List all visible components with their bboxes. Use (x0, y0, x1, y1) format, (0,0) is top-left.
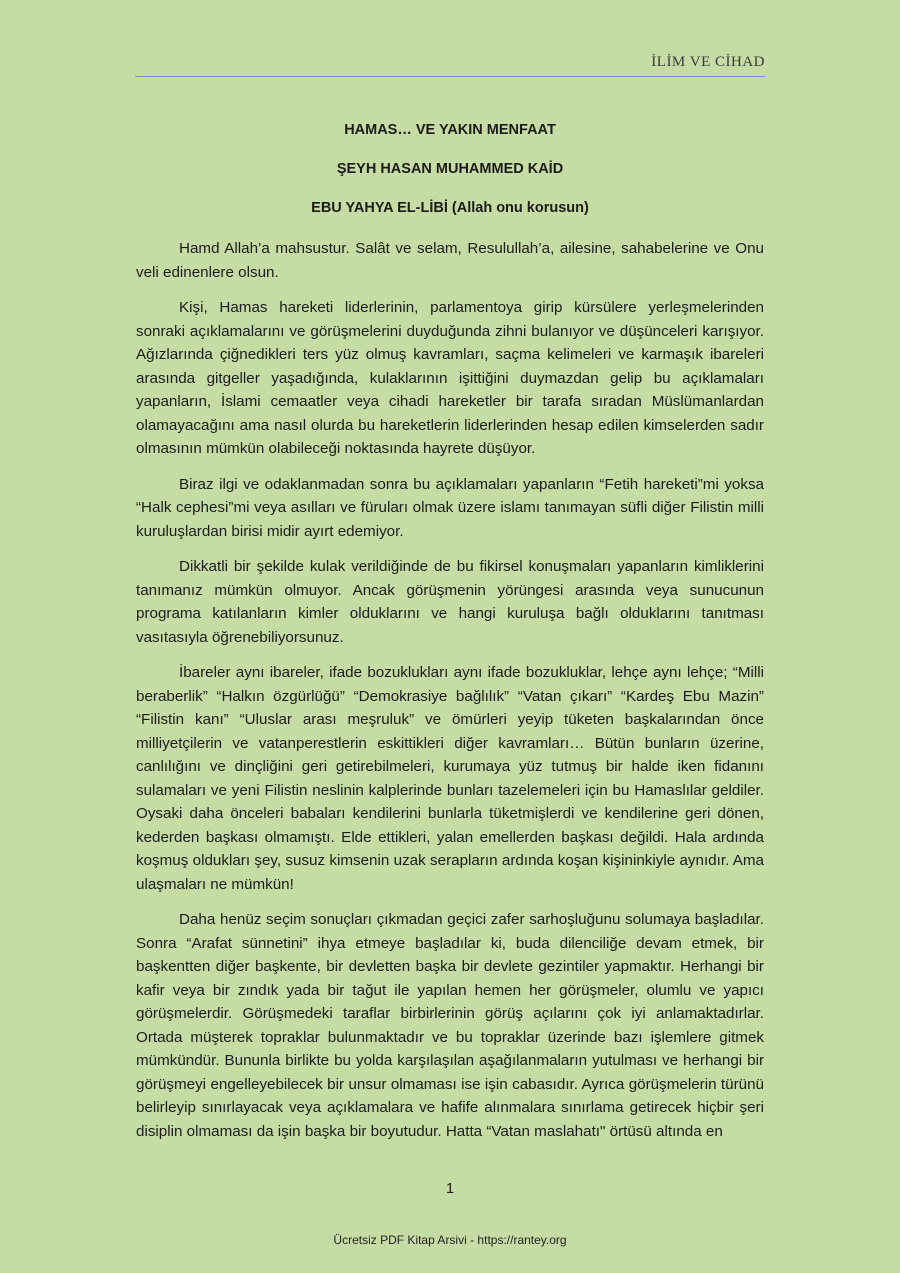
author-name: ŞEYH HASAN MUHAMMED KAİD (336, 161, 564, 177)
paragraph: İbareler aynı ibareler, ifade bozuklukları aynı ifade bozukluklar, lehçe aynı lehçe; “Milli beraberlik” “Halkın özgürlüğü” “Demokrasiye bağlılık” “Vatan çıkarı” “Kardeş Ebu Mazin” “Filistin kanı” “Uluslar arası meşruluk” ve ömürleri yeyip tüketen başkalarından önce milliyetçilerin ve vatanperestlerin eskittikleri diğer kavramları… Bütün bunların üzerine, canlılığını ve dinçliğini geri getirebilmeleri, kurumaya yüz tutmuş bir halde iken fidanını sulamaları ve yeni Filistin neslinin kalplerinde bunları tazelemeleri için bu Hamaslılar geldiler. Oysaki daha önceleri babaları kendilerini bunlarla tüketmişlerdi ve kendilerine geri dönen, kederden başkası olmamıştı. Elde ettikleri, yalan emellerden başkası değildi. Hala ardında koşmuş oldukları şey, susuz kimsenin uzak serapların ardında koşan kişininkiyle aynıdır. Ama ulaşmaları ne mümkün! (136, 664, 764, 893)
paragraph: Kişi, Hamas hareketi liderlerinin, parlamentoya girip kürsülere yerleşmelerinden sonraki açıklamalarını ve görüşmelerini duyduğunda zihni bulanıyor ve düşünceleri karışıyor. Ağızlarında çiğnedikleri ters yüz olmuş kavramları, saçma kelimeleri ve karmaşık ibareleri arasında gitgeller yaşadığında, kulaklarının işittiğini duymazdan gelip bu açıklamaları yapanların, İslami cemaatler veya cihadi hareketler bir tarafa sıradan Müslümanlardan olamayacağını ama nasıl olurda bu hareketlerin liderlerinden hesap edilen kimselerden sadır olmasının mümkün olabileceği noktasında hayrete düşüyor. (136, 299, 764, 457)
paragraph: Daha henüz seçim sonuçları çıkmadan geçici zafer sarhoşluğunu solumaya başladılar. Sonra “Arafat sünnetini” ihya etmeye başladılar ki, buda dilenciliğe devam etmek, bir başkentten diğer başkente, bir devletten başka bir devlete gezintiler yapmaktır. Herhangi bir kafir veya bir zındık yada bir tağut ile yapılan hemen her görüşmeler, olumlu ve yapıcı görüşmelerdir. Görüşmedeki taraflar birbirlerinin görüş açılarını çok iyi anlamaktadırlar. Ortada müşterek topraklar bulunmaktadır ve bu topraklar üzerinde bazı işlemlere gitmek mümkündür. Bununla birlikte bu yolda karşılaşılan aşağılanmaların yutulması ve herhangi bir görüşmeyi engelleyebilecek bir unsur olmaması ise işin cabasıdır. Ayrıca görüşmelerin türünü belirleyip sınırlayacak veya açıklamalara ve hafife alınmalara sınırlama getirecek hiçbir şeri disiplin olmaması da işin başka bir boyutudur. Hatta “Vatan maslahatı" örtüsü altında en (136, 911, 764, 1140)
footer-text: Ücretsiz PDF Kitap Arsivi - https://rantey.org (333, 1233, 567, 1247)
header-title: İLİM VE CİHAD (651, 54, 765, 70)
page-number: 1 (445, 1180, 455, 1197)
source-name: EBU YAHYA EL-LİBİ (Allah onu korusun) (311, 200, 589, 216)
document-body (136, 120, 764, 1155)
article-title: HAMAS… VE YAKIN MENFAAT (344, 122, 556, 138)
paragraph: Biraz ilgi ve odaklanmadan sonra bu açıklamaları yapanların “Fetih hareketi”mi yoksa “Halk cephesi”mi veya asılları ve füruları olmak üzere islamı tanımayan süfli diğer Filistin milli kuruluşlardan birisi midir ayırt edemiyor. (136, 475, 764, 540)
paragraph: Dikkatli bir şekilde kulak verildiğinde de bu fikirsel konuşmaları yapanların kimliklerini tanımanız mümkün olmuyor. Ancak görüşmenin yörüngesi arasında veya sunucunun programa katılanların kimler olduklarını ve hangi kuruluşa bağlı olduklarını tanıtması vasıtasıyla öğrenebiliyorsunuz. (136, 558, 764, 646)
page-header (135, 54, 765, 77)
paragraph: Hamd Allah’a mahsustur. Salât ve selam, Resulullah’a, ailesine, sahabelerine ve Onu veli edinenlere olsun. (136, 240, 764, 281)
